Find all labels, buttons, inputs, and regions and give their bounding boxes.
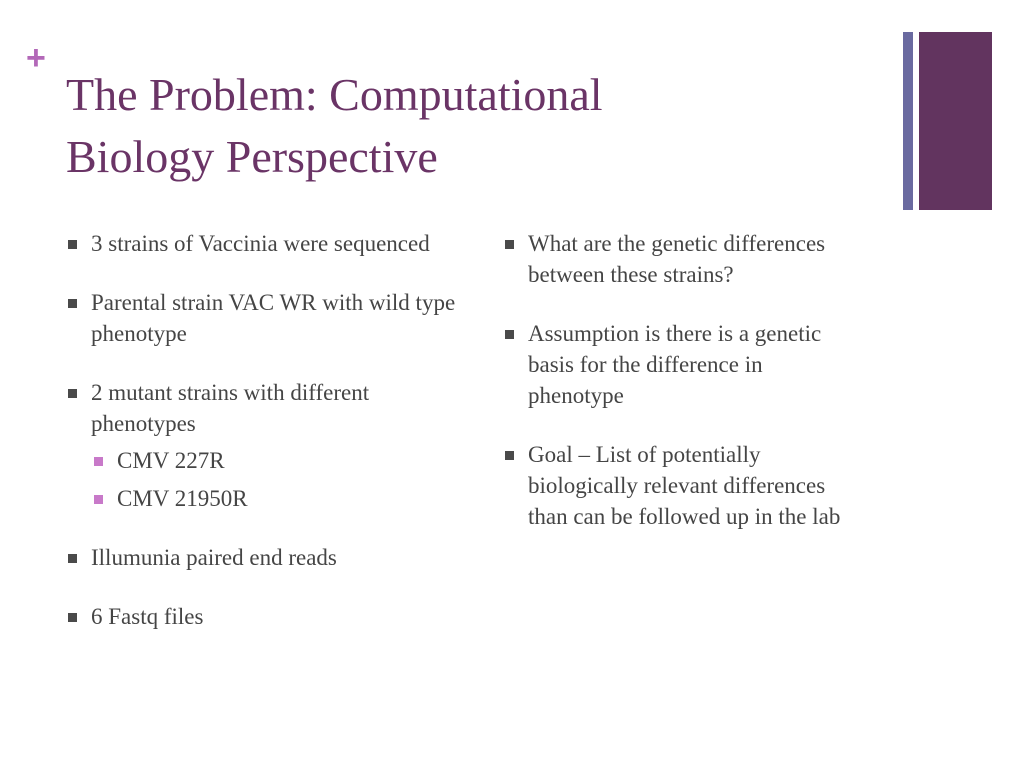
title-line-1: The Problem: Computational [66,69,603,120]
bullet-text: Assumption is there is a genetic basis for the difference in phenotype [528,321,822,408]
bullet-square-icon [68,554,77,563]
sub-bullet-list [91,445,456,514]
bullet-square-icon [505,330,514,339]
decorative-bar-thin [903,32,913,210]
bullet-text: Illumunia paired end reads [91,545,337,570]
bullet-fastq-files [66,601,456,632]
sub-bullet-square-icon [94,495,103,504]
bullet-text: 3 strains of Vaccinia were sequenced [91,231,430,256]
title-line-2: Biology Perspective [66,131,438,182]
bullet-mutant-strains [66,377,456,514]
left-bullet-list [66,228,456,632]
bullet-text: What are the genetic differences between these strains? [528,231,826,287]
right-column [503,228,863,560]
bullet-strains-sequenced [66,228,456,259]
bullet-illumina-reads [66,542,456,573]
bullet-parental-strain [66,287,456,349]
bullet-square-icon [68,299,77,308]
bullet-assumption [503,318,863,411]
bullet-square-icon [505,240,514,249]
bullet-goal [503,439,863,532]
decorative-bar-thick [919,32,992,210]
bullet-square-icon [505,451,514,460]
slide-title [66,64,866,188]
bullet-square-icon [68,613,77,622]
sub-bullet-square-icon [94,457,103,466]
bullet-square-icon [68,389,77,398]
plus-icon: + [26,39,46,77]
bullet-text: Goal – List of potentially biologically relevant differences than can be followed up in the lab [528,442,841,529]
bullet-text: 6 Fastq files [91,604,204,629]
left-column [66,228,456,660]
bullet-genetic-differences [503,228,863,290]
bullet-text: Parental strain VAC WR with wild type phenotype [91,290,456,346]
sub-bullet-cmv-21950r [91,483,456,514]
bullet-text: 2 mutant strains with different phenotypes [91,380,370,436]
sub-bullet-text: CMV 21950R [117,486,248,511]
right-bullet-list [503,228,863,532]
sub-bullet-text: CMV 227R [117,448,225,473]
sub-bullet-cmv-227r [91,445,456,476]
bullet-square-icon [68,240,77,249]
